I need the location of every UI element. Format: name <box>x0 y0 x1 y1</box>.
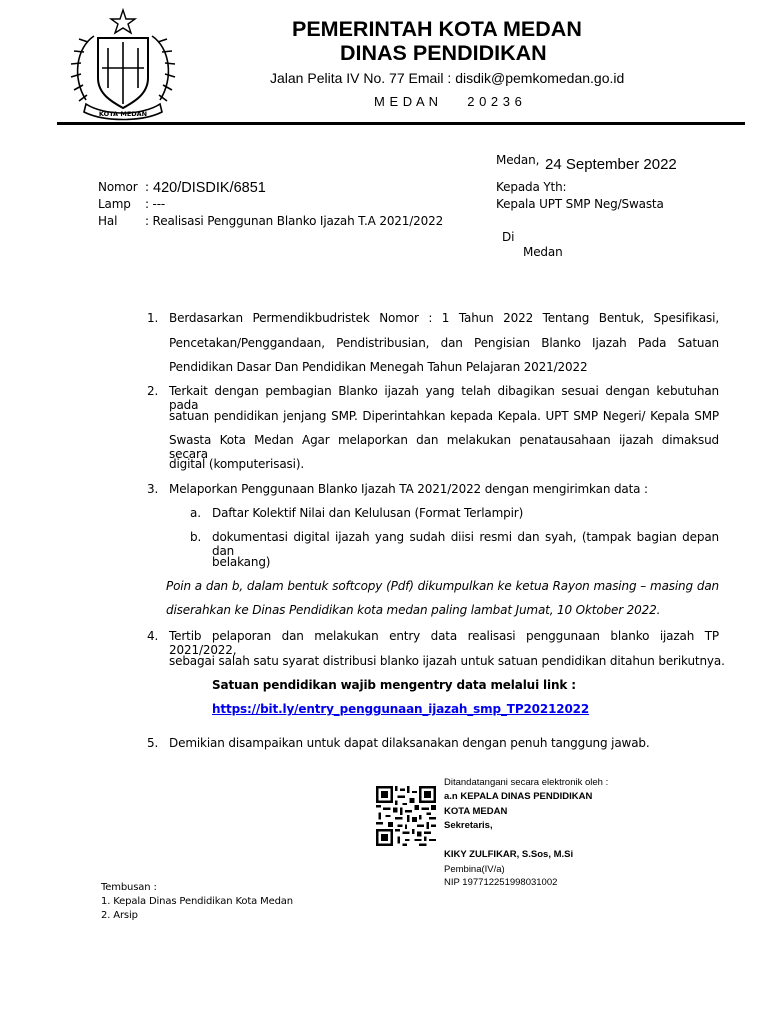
nomor-value: 420/DISDIK/6851 <box>153 180 266 196</box>
city-emblem-logo <box>64 8 182 124</box>
item-1-number: 1. <box>147 311 159 325</box>
item-1-line-1: Berdasarkan Permendikbudristek Nomor : 1 Tahun 2022 Tentang Bentuk, Spesifikasi, <box>169 311 719 325</box>
signer-city: KOTA MEDAN <box>444 806 508 817</box>
item-2-number: 2. <box>147 384 159 398</box>
signer-on-behalf: a.n KEPALA DINAS PENDIDIKAN <box>444 791 593 802</box>
letterhead-address: Jalan Pelita IV No. 77 Email : disdik@pemkomedan.go.id <box>270 70 625 86</box>
hal-label: Hal <box>98 214 118 228</box>
item-3-note-line-2: diserahkan ke Dinas Pendidikan kota medan paling lambat Jumat, 10 Oktober 2022. <box>166 603 661 617</box>
item-2-line-2: satuan pendidikan jenjang SMP. Diperintahkan kepada Kepala. UPT SMP Negeri/ Kepala SMP <box>169 409 719 423</box>
item-3-line-1: Melaporkan Penggunaan Blanko Ijazah TA 2021/2022 dengan mengirimkan data : <box>169 482 648 496</box>
item-2-line-4: digital (komputerisasi). <box>169 457 305 471</box>
item-3a-text: Daftar Kolektif Nilai dan Kelulusan (Format Terlampir) <box>212 506 524 520</box>
svg-text:KOTA MEDAN: KOTA MEDAN <box>98 110 148 118</box>
letterhead-title-1: PEMERINTAH KOTA MEDAN <box>292 17 582 41</box>
letterhead-divider <box>57 122 745 125</box>
star-icon <box>111 10 135 33</box>
cc-title: Tembusan : <box>101 882 157 893</box>
item-3-number: 3. <box>147 482 159 496</box>
lamp-label: Lamp <box>98 197 131 211</box>
nomor-colon: : <box>145 180 149 194</box>
recipient-city: Medan <box>523 245 563 259</box>
item-3b-line-1: dokumentasi digital ijazah yang sudah diisi resmi dan syah, (tampak bagian depan dan <box>212 530 719 558</box>
recipient-di: Di <box>502 230 515 244</box>
nomor-label: Nomor <box>98 180 138 194</box>
letter-place: Medan, <box>496 153 540 167</box>
recipient-line-2: Kepala UPT SMP Neg/Swasta <box>496 197 664 211</box>
signer-nip: NIP 197712251998031002 <box>444 877 558 888</box>
signer-name: KIKY ZULFIKAR, S.Sos, M.Si <box>444 849 574 860</box>
item-2-line-3: Swasta Kota Medan Agar melaporkan dan melakukan penatausahaan ijazah dimaksud secara <box>169 433 719 461</box>
item-4-number: 4. <box>147 629 159 643</box>
item-2-line-1: Terkait dengan pembagian Blanko ijazah yang telah dibagikan sesuai dengan kebutuhan pada <box>169 384 719 412</box>
item-3-note-line-1: Poin a dan b, dalam bentuk softcopy (Pdf) dikumpulkan ke ketua Rayon masing – masing dan <box>166 579 719 593</box>
signer-position: Sekretaris, <box>444 820 493 831</box>
entry-data-link[interactable]: https://bit.ly/entry_penggunaan_ijazah_smp_TP20212022 <box>212 702 590 716</box>
item-3b-letter: b. <box>190 530 202 544</box>
item-3b-line-2: belakang) <box>212 555 271 569</box>
signed-by-note: Ditandatangani secara elektronik oleh : <box>444 777 609 788</box>
cc-item-1: 1. Kepala Dinas Pendidikan Kota Medan <box>101 896 293 907</box>
item-3a-letter: a. <box>190 506 201 520</box>
item-5-line-1: Demikian disampaikan untuk dapat dilaksanakan dengan penuh tanggung jawab. <box>169 736 650 750</box>
signer-rank: Pembina(IV/a) <box>444 864 505 875</box>
item-1-line-2: Pencetakan/Penggandaan, Pendistribusian, dan Pengisian Blanko Ijazah Pada Satuan <box>169 336 719 350</box>
item-4-line-1: Tertib pelaporan dan melakukan entry data realisasi penggunaan blanko ijazah TP 2021/2022, <box>169 629 719 657</box>
item-4-line-3: Satuan pendidikan wajib mengentry data melalui link : <box>212 678 576 692</box>
lamp-value: : --- <box>145 197 166 211</box>
qr-code-icon <box>376 786 436 846</box>
cc-item-2: 2. Arsip <box>101 910 138 921</box>
item-5-number: 5. <box>147 736 159 750</box>
letterhead-city: M E D A N 2 0 2 3 6 <box>374 94 523 109</box>
recipient-line-1: Kepada Yth: <box>496 180 567 194</box>
item-1-line-3: Pendidikan Dasar Dan Pendidikan Menegah Tahun Pelajaran 2021/2022 <box>169 360 588 374</box>
hal-value: : Realisasi Penggunan Blanko Ijazah T.A 2021/2022 <box>145 214 444 228</box>
item-4-line-2: sebagai salah satu syarat distribusi blanko ijazah untuk satuan pendidikan ditahun berikutnya. <box>169 654 725 668</box>
letterhead-title-2: DINAS PENDIDIKAN <box>340 41 547 65</box>
letter-date: 24 September 2022 <box>545 156 677 173</box>
